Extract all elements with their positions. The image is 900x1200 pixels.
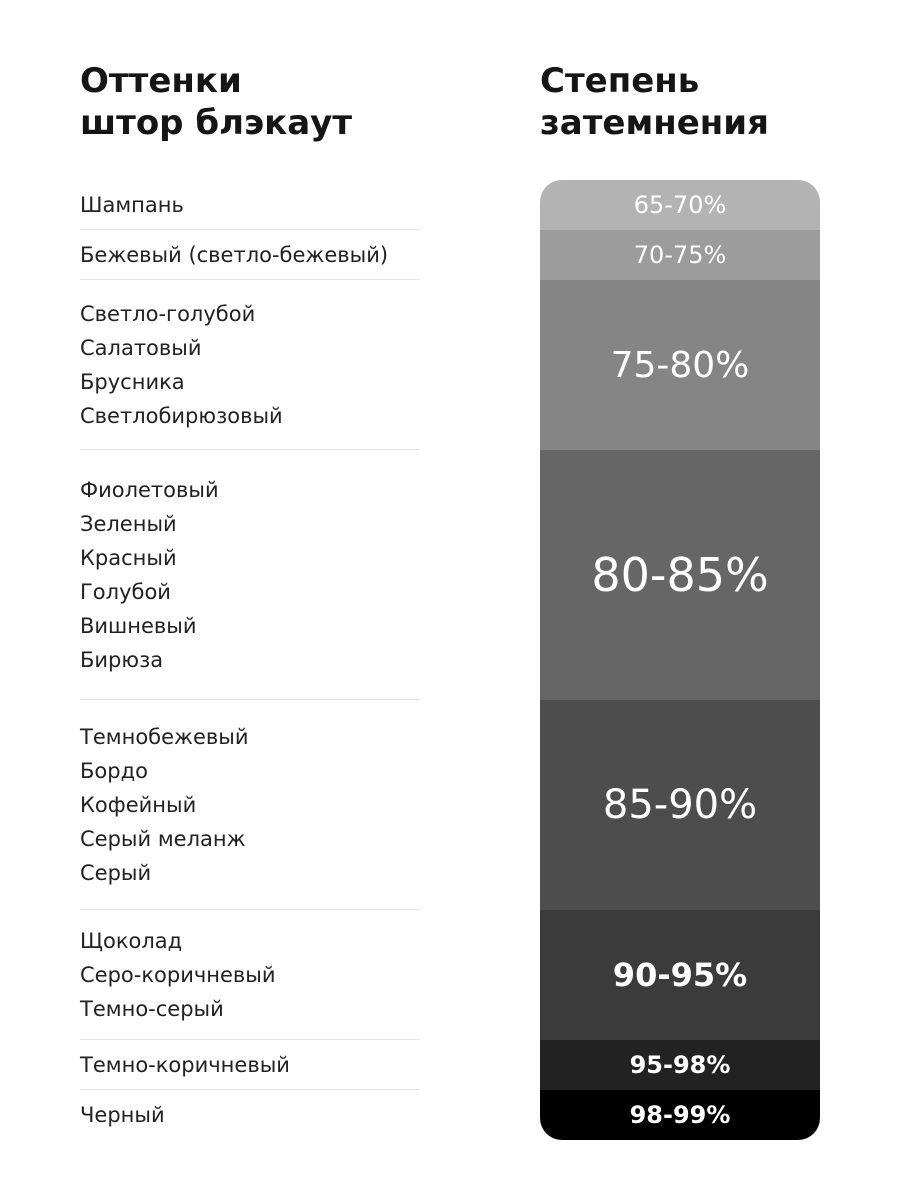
- shade-name: Вишневый: [80, 613, 197, 638]
- shade-name: Черный: [80, 1103, 165, 1127]
- dimming-band: [540, 1040, 820, 1090]
- shade-name: Темно-коричневый: [80, 1052, 290, 1077]
- shade-groups-list: [80, 180, 420, 1140]
- dimming-band: [540, 700, 820, 910]
- shade-name: Красный: [80, 545, 177, 570]
- dimming-percentage: 65-70%: [633, 191, 727, 219]
- dimming-band: [540, 450, 820, 700]
- dimming-heading-line-2: затемнения: [540, 103, 769, 143]
- shade-group: [80, 700, 420, 910]
- shade-group: [80, 230, 420, 280]
- dimming-band: [540, 180, 820, 230]
- shade-group: [80, 180, 420, 230]
- shade-name: Светлобирюзовый: [80, 403, 283, 428]
- shade-name: Серо-коричневый: [80, 962, 276, 987]
- shade-name: Салатовый: [80, 335, 202, 360]
- shade-name: Темнобежевый: [80, 724, 249, 749]
- shades-heading: [80, 60, 352, 144]
- shade-name: Серый меланж: [80, 826, 246, 851]
- shade-name: Бирюза: [80, 647, 164, 672]
- shade-group: [80, 910, 420, 1040]
- shade-name: Бежевый (светло-бежевый): [80, 242, 389, 267]
- shade-group: [80, 450, 420, 700]
- shade-group: [80, 280, 420, 450]
- dimming-percentage: 98-99%: [629, 1101, 731, 1129]
- dimming-band: [540, 1090, 820, 1140]
- shades-heading-line-2: штор блэкаут: [80, 103, 353, 143]
- dimming-band: [540, 230, 820, 280]
- dimming-heading-line-1: Степень: [540, 61, 700, 101]
- dimming-band: [540, 280, 820, 450]
- dimming-percentage: 75-80%: [610, 344, 750, 386]
- shade-name: Фиолетовый: [80, 477, 219, 502]
- shade-name: Светло-голубой: [80, 301, 256, 326]
- shade-name: Темно-серый: [80, 996, 224, 1021]
- dimming-percentage: 70-75%: [633, 241, 727, 269]
- shade-name: Бордо: [80, 758, 148, 783]
- dimming-percentage: 80-85%: [591, 548, 769, 602]
- dimming-scale: [540, 180, 820, 1140]
- dimming-percentage: 95-98%: [629, 1051, 731, 1079]
- shade-name: Голубой: [80, 579, 171, 604]
- dimming-band: [540, 910, 820, 1040]
- dimming-percentage: 85-90%: [602, 782, 758, 828]
- dimming-percentage: 90-95%: [612, 956, 748, 994]
- shade-group: [80, 1090, 420, 1140]
- shade-group: [80, 1040, 420, 1090]
- shade-name: Кофейный: [80, 792, 197, 817]
- shade-name: Брусника: [80, 369, 185, 394]
- shade-name: Шампань: [80, 192, 184, 217]
- shades-heading-line-1: Оттенки: [80, 61, 242, 101]
- shade-name: Щоколад: [80, 928, 183, 953]
- shade-name: Зеленый: [80, 511, 177, 536]
- shade-name: Серый: [80, 860, 152, 885]
- dimming-heading: [540, 60, 769, 144]
